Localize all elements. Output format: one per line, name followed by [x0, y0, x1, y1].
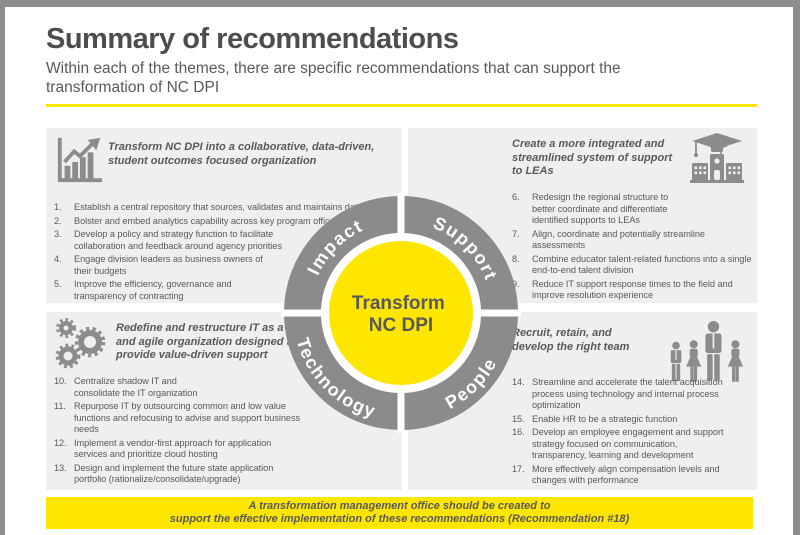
item-number: 11. [54, 401, 66, 411]
panel-people-list [512, 377, 753, 489]
list-item [512, 192, 753, 227]
banner-line-2: support the effective implementation of these recommendations (Recommendation #18) [169, 513, 630, 525]
item-number: 13. [54, 462, 67, 473]
item-text: Repurpose IT by outsourcing common and low value functions and refocusing to advise and support business needs [74, 401, 301, 434]
item-number: 6. [512, 192, 520, 202]
item-text: Design and implement the future state application portfolio (rationalize/consolidate/upgrade) [74, 462, 274, 484]
list-item [512, 229, 753, 252]
banner-line-1: A transformation management office should be created to [248, 500, 551, 512]
wheel-center-label: Transform NC DPI [351, 293, 445, 336]
item-number: 17. [512, 463, 525, 474]
page-title: Summary of recommendations [46, 23, 459, 55]
item-number: 4. [54, 254, 62, 264]
item-text: Develop a policy and strategy function to facilitate collaboration and feedback around agency priorities [74, 229, 282, 251]
item-text: Combine educator talent-related functions into a single end-to-end talent division [532, 253, 752, 275]
item-text: Align, coordinate and potentially streamline assessments [532, 228, 705, 250]
bar-chart-growth-icon [54, 136, 104, 186]
item-text: Implement a vendor-first approach for application services and prioritize cloud hosting [74, 437, 272, 459]
list-item [512, 464, 753, 487]
item-text: Develop an employee engagement and support strategy focused on communication, transparency, learning and development [532, 427, 724, 460]
panel-support-list [512, 192, 753, 304]
panel-support-heading: Create a more integrated and streamlined system of support to LEAs [512, 138, 673, 177]
list-item [512, 377, 753, 412]
list-item [54, 438, 400, 461]
slide-header [5, 7, 793, 107]
item-text: More effectively align compensation levels and changes with performance [532, 463, 720, 485]
wheel-label-people: People [441, 353, 501, 413]
transformation-wheel [281, 193, 521, 433]
list-item [512, 414, 753, 426]
item-text: Enable HR to be a strategic function [532, 413, 678, 424]
list-item [54, 463, 400, 486]
item-number: 12. [54, 437, 67, 448]
item-number: 2. [54, 215, 62, 226]
people-icon [669, 319, 747, 383]
item-number: 16. [512, 427, 525, 437]
panel-impact-heading: Transform NC DPI into a collaborative, data-driven, student outcomes focused organization [108, 141, 375, 167]
list-item [512, 279, 753, 302]
gears-icon [53, 317, 109, 369]
item-number: 14. [512, 377, 525, 387]
item-number: 1. [54, 202, 62, 212]
item-text: Centralize shadow IT and consolidate the IT organization [74, 376, 198, 398]
item-number: 9. [512, 278, 520, 289]
wheel-label-support: Support [430, 212, 502, 284]
list-item [512, 254, 753, 277]
item-number: 3. [54, 229, 62, 239]
item-text: Reduce IT support response times to the field and improve resolution experience [532, 278, 733, 300]
item-text: Bolster and embed analytics capability across key program offices [74, 215, 340, 226]
item-number: 10. [54, 376, 67, 386]
list-item [512, 427, 753, 462]
item-number: 15. [512, 413, 525, 424]
item-number: 7. [512, 228, 520, 239]
panel-people-heading: Recruit, retain, and develop the right team [512, 327, 630, 353]
wheel-label-impact: Impact [303, 215, 366, 278]
page-subtitle: Within each of the themes, there are specific recommendations that can support the transformation of NC DPI [46, 60, 621, 96]
item-text: Improve the efficiency, governance and transparency of contracting [74, 279, 232, 301]
yellow-divider [46, 104, 757, 107]
panel-technology-heading: Redefine and restructure IT as a lean and agile organization designed to provide value-driven support [116, 322, 309, 361]
quadrant-grid [46, 128, 757, 490]
slide-page [5, 7, 793, 535]
item-text: Redesign the regional structure to better coordinate and differentiate identified supports to LEAs [532, 192, 669, 225]
item-number: 8. [512, 253, 520, 264]
item-text: Establish a central repository that sources, validates and maintains data [74, 202, 363, 212]
wheel-label-technology: Technology [292, 335, 379, 422]
item-text: Streamline and accelerate the talent acquisition process using technology and internal process optimization [532, 377, 723, 410]
banner-recommendation-18 [46, 497, 753, 529]
item-text: Engage division leaders as business owners of their budgets [74, 254, 263, 276]
school-icon [685, 132, 749, 188]
item-number: 5. [54, 279, 62, 289]
